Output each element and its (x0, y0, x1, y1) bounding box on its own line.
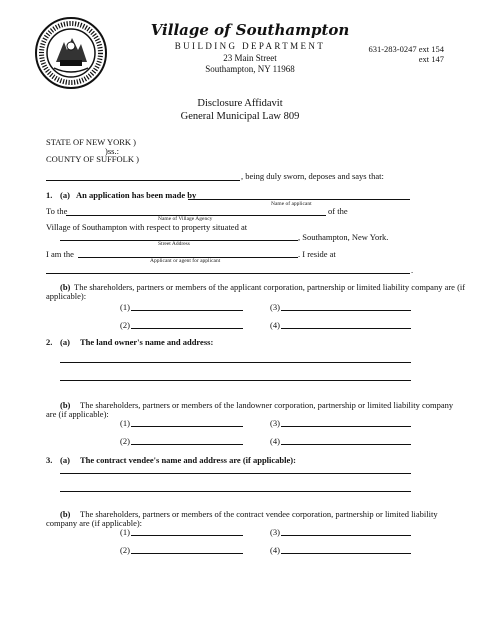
city-address: Southampton, NY 11968 (205, 64, 295, 74)
section-2-part-a: (a) (60, 337, 70, 347)
applicant-name-caption: Name of applicant (271, 201, 312, 207)
section-1-heading: An application has been made by (76, 190, 197, 200)
venue-state: STATE OF NEW YORK ) (46, 137, 136, 147)
s3-shareholder-1-field[interactable] (131, 535, 243, 536)
section-3-heading: The contract vendee's name and address are (if applicable): (80, 455, 296, 465)
entry-number: (1) (120, 302, 130, 312)
s2-shareholder-4-field[interactable] (281, 444, 411, 445)
section-1-b-text: The shareholders, partners or members of the applicant corporation, partnership or limited liability company are (if (74, 282, 466, 292)
entry-number: (1) (120, 527, 130, 537)
oath-statement: , being duly sworn, deposes and says that: (241, 171, 384, 181)
phone-extension: ext 147 (418, 54, 444, 64)
southampton-ny-text: , Southampton, New York. (298, 232, 389, 242)
section-3-part-b: (b) (60, 509, 71, 519)
s2-shareholder-2-field[interactable] (131, 444, 243, 445)
section-3-number: 3. (46, 455, 53, 465)
section-3-part-a: (a) (60, 455, 70, 465)
section-2-b-text: The shareholders, partners or members of the landowner corporation, partnership or limited liability company (80, 400, 454, 410)
venue-ss: )ss.: (105, 146, 119, 156)
entry-number: (2) (120, 320, 130, 330)
venue-county: COUNTY OF SUFFOLK ) (46, 154, 139, 164)
section-2-part-b: (b) (60, 400, 71, 410)
residence-period: . (411, 265, 414, 275)
landowner-line-2-field[interactable] (60, 380, 411, 381)
department-name: BUILDING DEPARTMENT (174, 41, 326, 51)
entry-number: (4) (270, 320, 280, 330)
s2-shareholder-3-field[interactable] (281, 426, 411, 427)
s3-shareholder-3-field[interactable] (281, 535, 411, 536)
entry-number: (2) (120, 545, 130, 555)
s2-shareholder-1-field[interactable] (131, 426, 243, 427)
entry-number: (4) (270, 545, 280, 555)
street-address: 23 Main Street (223, 53, 277, 63)
role-caption: Applicant or agent for applicant (150, 258, 221, 264)
entry-number: (3) (270, 527, 280, 537)
vendee-line-2-field[interactable] (60, 491, 411, 492)
section-3-b-text-cont: company are (if applicable): (46, 518, 143, 528)
agency-name-caption: Name of Village Agency (158, 216, 213, 222)
of-the-label: of the (328, 206, 348, 216)
entry-number: (4) (270, 436, 280, 446)
section-1-number: 1. (46, 190, 53, 200)
entry-number: (1) (120, 418, 130, 428)
street-address-caption: Street Address (158, 241, 190, 247)
phone-number: 631-283-0247 ext 154 (368, 44, 444, 54)
s1-shareholder-4-field[interactable] (281, 328, 411, 329)
vendee-line-1-field[interactable] (60, 473, 411, 474)
s3-shareholder-4-field[interactable] (281, 553, 411, 554)
to-the-label: To the (46, 206, 68, 216)
landowner-line-1-field[interactable] (60, 362, 411, 363)
section-1-part-b: (b) (60, 282, 71, 292)
s1-shareholder-2-field[interactable] (131, 328, 243, 329)
document-subtitle: General Municipal Law 809 (180, 111, 300, 122)
residence-address-field[interactable] (46, 273, 410, 274)
section-2-b-text-cont: are (if applicable): (46, 409, 109, 419)
deponent-name-field[interactable] (46, 180, 240, 181)
section-3-b-text: The shareholders, partners or members of the contract vendee corporation, partnership or limited liability (80, 509, 438, 519)
section-2-heading: The land owner's name and address: (80, 337, 214, 347)
entry-number: (2) (120, 436, 130, 446)
reside-label: . I reside at (298, 249, 336, 259)
section-2-number: 2. (46, 337, 53, 347)
s1-shareholder-1-field[interactable] (131, 310, 243, 311)
village-seal-logo (34, 16, 108, 90)
i-am-label: I am the (46, 249, 74, 259)
s3-shareholder-2-field[interactable] (131, 553, 243, 554)
entry-number: (3) (270, 418, 280, 428)
section-1-b-text-cont: applicable): (46, 291, 87, 301)
entry-number: (3) (270, 302, 280, 312)
property-text: Village of Southampton with respect to property situated at (46, 222, 248, 232)
applicant-name-field[interactable] (188, 199, 410, 200)
section-1-part-a: (a) (60, 190, 70, 200)
s1-shareholder-3-field[interactable] (281, 310, 411, 311)
document-title: Disclosure Affidavit (197, 98, 283, 109)
village-title: Village of Southampton (150, 21, 350, 39)
